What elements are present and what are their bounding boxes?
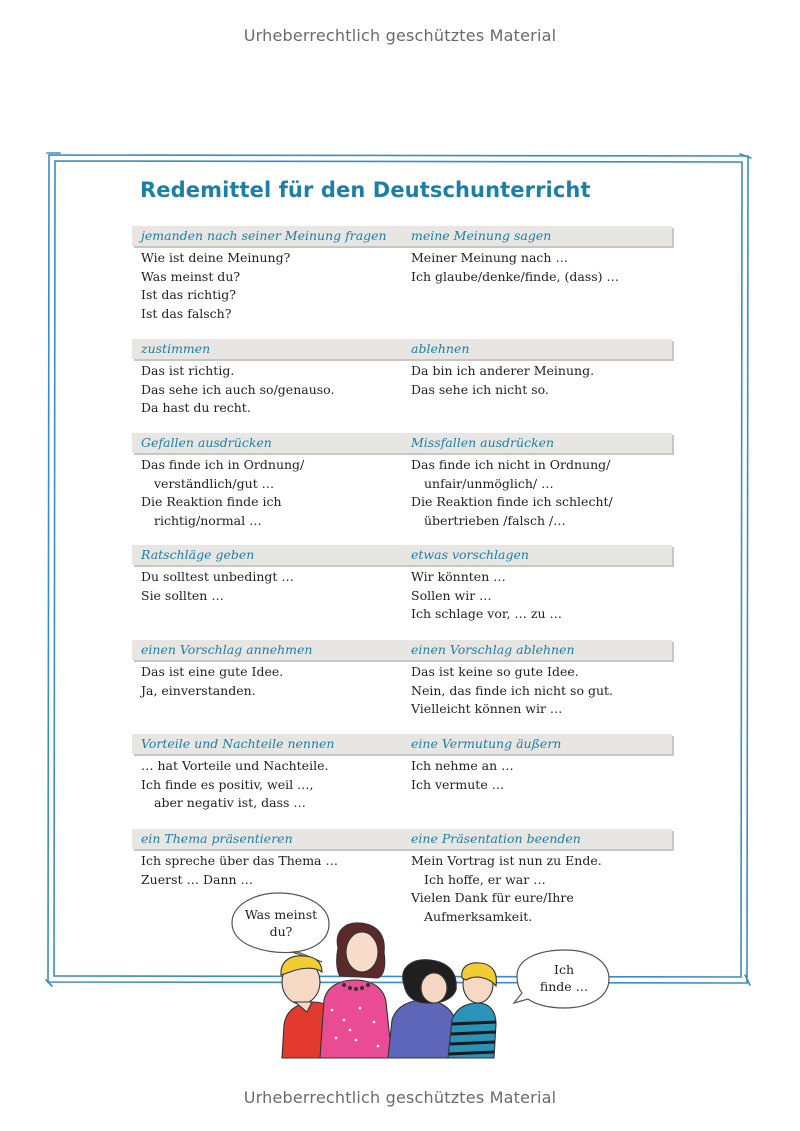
phrase: Ja, einverstanden. [141, 682, 256, 698]
phrase: Mein Vortrag ist nun zu Ende. [411, 853, 602, 868]
phrase: Sollen wir … [411, 587, 492, 603]
phrase: Zuerst … Dann … [141, 871, 254, 887]
phrase: Da bin ich anderer Meinung. [411, 363, 595, 378]
phrase: Du solltest unbedingt … [141, 569, 294, 584]
phrase: aber negativ ist, dass … [154, 795, 306, 810]
watermark-top: Urheberrechtlich geschütztes Material [243, 26, 557, 45]
section-heading: jemanden nach seiner Meinung fragen [132, 226, 402, 246]
phrase: Meiner Meinung nach … [411, 250, 568, 265]
phrase: Das sehe ich auch so/genauso. [141, 381, 335, 397]
phrase: unfair/unmöglich/ … [424, 475, 554, 491]
phrase: Da hast du recht. [141, 400, 251, 415]
phrase: Ich spreche über das Thema … [141, 853, 338, 868]
phrase: Das finde ich in Ordnung/ [141, 457, 305, 472]
section-heading: Vorteile und Nachteile nennen [132, 734, 402, 754]
student-pink-top [320, 923, 392, 1058]
phrase: Ist das falsch? [141, 305, 232, 321]
section-heading: etwas vorschlagen [402, 545, 672, 565]
phrase: Ich glaube/denke/finde, (dass) … [411, 268, 619, 284]
speech-bubble-left [236, 906, 326, 940]
phrase: Ich schlage vor, … zu … [411, 606, 562, 621]
phrase: … hat Vorteile und Nachteile. [141, 758, 329, 773]
section-heading: Missfallen ausdrücken [402, 433, 672, 453]
phrase: Das ist keine so gute Idee. [411, 664, 579, 679]
phrase: Wir könnten … [411, 569, 506, 584]
section-heading: einen Vorschlag ablehnen [402, 640, 672, 660]
section-heading: ablehnen [402, 339, 672, 359]
phrase: übertrieben /falsch /… [424, 512, 566, 528]
phrase: Ich hoffe, er war … [424, 871, 546, 887]
bubble-right-line2: finde … [539, 979, 589, 994]
phrase: Nein, das finde ich nicht so gut. [411, 682, 614, 698]
bubble-right-line1: Ich [554, 962, 574, 977]
phrase: Das ist richtig. [141, 363, 235, 378]
speech-bubble-right [522, 961, 606, 995]
phrase: Ich nehme an … [411, 758, 514, 773]
phrase: Was meinst du? [141, 268, 241, 284]
phrase: Vielen Dank für eure/Ihre [411, 890, 574, 905]
bubble-left-line1: Was meinst [244, 907, 318, 922]
phrase: Ich finde es positiv, weil …, [141, 776, 314, 792]
phrase: Ich vermute … [411, 776, 505, 792]
phrase: Die Reaktion finde ich schlecht/ [411, 494, 613, 509]
section-heading: eine Vermutung äußern [402, 734, 672, 754]
phrase: Das ist eine gute Idee. [141, 664, 284, 679]
phrase: Vielleicht können wir … [411, 701, 563, 716]
phrase: Wie ist deine Meinung? [141, 250, 291, 265]
section-heading: ein Thema präsentieren [132, 829, 402, 849]
phrase: Das sehe ich nicht so. [411, 381, 549, 397]
phrase: Sie sollten … [141, 587, 224, 603]
section-heading: meine Meinung sagen [402, 226, 672, 246]
watermark-bottom: Urheberrechtlich geschütztes Material [243, 1088, 557, 1107]
section-heading: eine Präsentation beenden [402, 829, 672, 849]
page-title: Redemittel für den Deutschunterricht [140, 178, 591, 202]
phrase: Die Reaktion finde ich [141, 494, 282, 509]
phrase: Aufmerksamkeit. [424, 908, 533, 924]
section-heading: zustimmen [132, 339, 402, 359]
section-heading: Gefallen ausdrücken [132, 433, 402, 453]
phrase: verständlich/gut … [154, 475, 275, 491]
phrase: Ist das richtig? [141, 287, 236, 302]
phrase: Das finde ich nicht in Ordnung/ [411, 457, 611, 472]
bubble-left-line2: du? [269, 924, 293, 939]
section-heading: Ratschläge geben [132, 545, 402, 565]
section-heading: einen Vorschlag annehmen [132, 640, 402, 660]
phrase: richtig/normal … [154, 512, 262, 528]
